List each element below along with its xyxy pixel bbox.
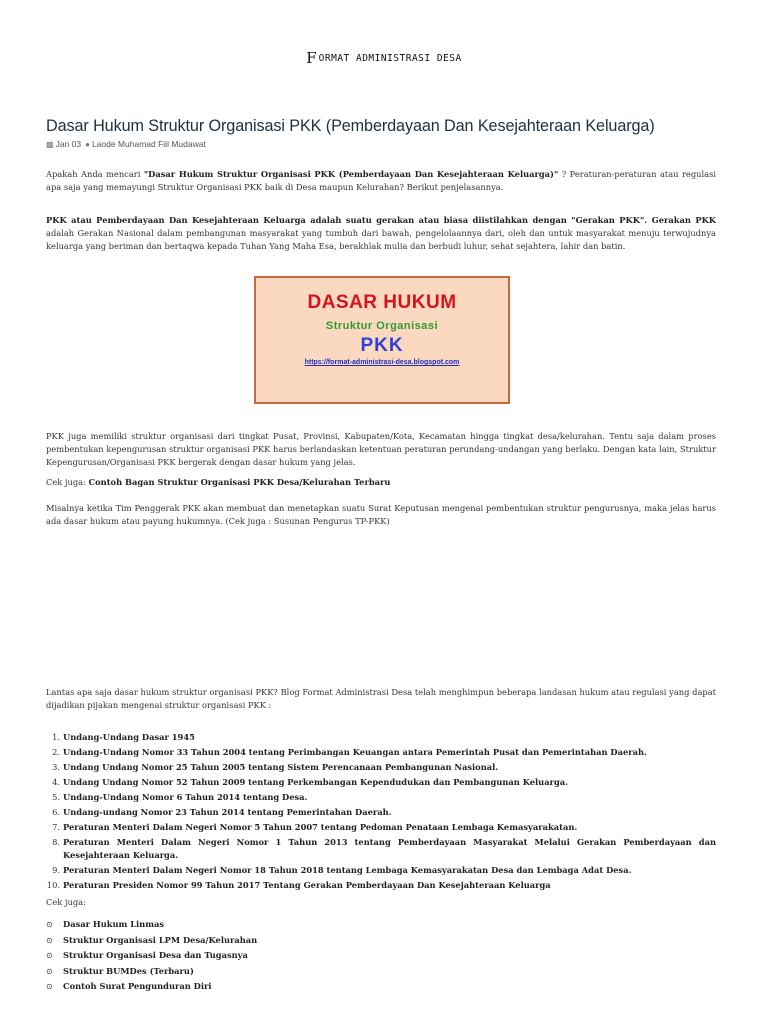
article-banner-image <box>254 276 510 404</box>
law-text: Undang-Undang Dasar 1945 <box>63 732 195 742</box>
see-also-link[interactable]: Struktur Organisasi Desa dan Tugasnya <box>63 950 248 960</box>
banner-subtitle: Struktur Organisasi <box>325 320 439 332</box>
see-also-link[interactable]: Contoh Surat Pengunduran Diri <box>63 981 212 991</box>
post-date: Jan 03 <box>55 139 82 149</box>
definition-paragraph <box>46 214 716 253</box>
banner-title: DASAR HUKUM <box>307 292 457 313</box>
see-also-link[interactable]: Dasar Hukum Linmas <box>63 919 165 929</box>
law-item <box>46 864 716 877</box>
law-item <box>46 776 716 789</box>
law-number: 5. <box>52 792 60 802</box>
law-number: 3. <box>52 762 60 772</box>
law-number: 7. <box>52 822 60 832</box>
law-number: 6. <box>52 807 60 817</box>
site-header <box>0 48 768 68</box>
see-also-item <box>46 980 716 993</box>
banner-url: https://format-administrasi-desa.blogspot.com <box>304 359 460 366</box>
law-text: Peraturan Menteri Dalam Negeri Nomor 18 Tahun 2018 tentang Lembaga Kemasyarakatan Desa dan Lembaga Adat Desa. <box>63 865 632 875</box>
intro-paragraph <box>46 168 716 194</box>
law-number: 9. <box>52 865 60 875</box>
law-item <box>46 806 716 819</box>
circle-bullet-icon: ⊙ <box>46 920 53 929</box>
site-logo-link[interactable] <box>306 51 461 66</box>
intro-prefix: Apakah Anda mencari <box>46 169 144 179</box>
question-paragraph: Lantas apa saja dasar hukum struktur organisasi PKK? Blog Format Administrasi Desa telah menghimpun beberapa landasan hukum atau regulasi yang dapat dijadikan pijakan mengenai struktur organisasi PKK : <box>46 687 716 710</box>
law-text: Undang-Undang Nomor 6 Tahun 2014 tentang Desa. <box>63 792 308 802</box>
law-text: Undang Undang Nomor 52 Tahun 2009 tentang Perkembangan Kependudukan dan Pembangunan Keluarga. <box>63 777 569 787</box>
law-item <box>46 836 716 862</box>
cek-juga-link[interactable]: Contoh Bagan Struktur Organisasi PKK Desa/Kelurahan Terbaru <box>88 477 391 487</box>
intro-bold: "Dasar Hukum Struktur Organisasi PKK (Pemberdayaan Dan Kesejahteraan Keluarga)" <box>143 169 559 179</box>
law-number: 2. <box>52 747 60 757</box>
cek-juga-label: Cek juga: <box>46 477 89 487</box>
circle-bullet-icon: ⊙ <box>46 966 53 976</box>
see-also-link[interactable]: Struktur BUMDes (Terbaru) <box>63 965 194 976</box>
see-also-item <box>46 949 716 962</box>
circle-bullet-icon: ⊙ <box>46 951 53 960</box>
law-item <box>46 821 716 834</box>
see-also-label: Cek juga: <box>46 897 86 907</box>
site-name: ORMAT ADMINISTRASI DESA <box>318 53 462 64</box>
post-author-link[interactable]: Laode Muhamad Fiil Mudawat <box>91 139 206 149</box>
post-title: Dasar Hukum Struktur Organisasi PKK (Pemberdayaan Dan Kesejahteraan Keluarga) <box>46 117 655 135</box>
definition-rest: adalah Gerakan Nasional dalam pembangunan masyarakat yang tumbuh dari bawah, pengelolaannya dari, oleh dan untuk masyarakat menuju terwujudnya keluarga yang beriman dan bertaqwa kepada Tuhan Yang Maha Esa, berakhlak mulia dan berbudi luhur, sehat sejahtera, lahir dan batin. <box>46 228 716 251</box>
calendar-icon: ▩ <box>46 139 54 149</box>
cek-juga-line <box>46 476 716 489</box>
see-also-link[interactable]: Struktur Organisasi LPM Desa/Kelurahan <box>63 934 258 945</box>
law-item <box>46 791 716 804</box>
law-text: Peraturan Menteri Dalam Negeri Nomor 1 Tahun 2013 tentang Pemberdayaan Masyarakat Melalui Gerakan Pemberdayaan dan Kesejahteraan Keluarga. <box>63 837 716 860</box>
law-number: 1. <box>52 732 60 742</box>
law-text: Undang-undang Nomor 23 Tahun 2014 tentang Pemerintahan Daerah. <box>63 807 392 817</box>
law-item <box>46 761 716 774</box>
post-meta <box>46 139 206 149</box>
law-number: 10. <box>46 880 60 890</box>
definition-bold: PKK atau Pemberdayaan Dan Kesejahteraan Keluarga adalah suatu gerakan atau biasa diistilahkan dengan "Gerakan PKK". Gerakan PKK <box>46 215 716 225</box>
law-text: Undang-Undang Nomor 33 Tahun 2004 tentang Perimbangan Keuangan antara Pemerintah Pusat dan Pemerintahan Daerah. <box>63 747 647 757</box>
law-item <box>46 731 716 744</box>
law-number: 4. <box>52 777 60 787</box>
see-also-list <box>46 918 716 996</box>
user-icon: ● <box>85 139 90 149</box>
see-also-item <box>46 918 716 931</box>
banner-pkk: PKK <box>360 335 404 356</box>
law-item <box>46 746 716 759</box>
logo-mark: F <box>306 49 317 67</box>
law-text: Peraturan Menteri Dalam Negeri Nomor 5 Tahun 2007 tentang Pedoman Penataan Lembaga Kemasyarakatan. <box>63 822 578 832</box>
law-item <box>46 879 716 892</box>
law-list <box>46 731 716 894</box>
law-text: Undang Undang Nomor 25 Tahun 2005 tentang Sistem Perencanaan Pembangunan Nasional. <box>63 762 499 772</box>
circle-bullet-icon: ⊙ <box>46 982 53 991</box>
law-number: 8. <box>52 837 60 847</box>
intro-suffix: ? Peraturan-peraturan atau regulasi apa saja yang memayungi Struktur Organisasi PKK baik di Desa maupun Kelurahan? Berikut penjelasannya. <box>46 169 716 192</box>
example-paragraph: Misalnya ketika Tim Penggerak PKK akan membuat dan menetapkan suatu Surat Keputusan mengenai pembentukan struktur pengurusnya, maka jelas harus ada dasar hukum atau payung hukumnya. (Cek juga : Susunan Pengurus TP-PKK) <box>46 503 716 526</box>
see-also-item <box>46 934 716 947</box>
structure-paragraph: PKK juga memiliki struktur organisasi dari tingkat Pusat, Provinsi, Kabupaten/Kota, Kecamatan hingga tingkat desa/kelurahan. Tentu saja dalam proses pembentukan kepengurusan struktur organisasi PKK harus berlandaskan ketentuan peraturan perundang-undangan yang berlaku. Dengan kata lain, Struktur Kepengurusan/Organisasi PKK bergerak dengan dasar hukum yang jelas. <box>46 431 716 467</box>
circle-bullet-icon: ⊙ <box>46 935 53 945</box>
see-also-item <box>46 965 716 978</box>
law-text: Peraturan Presiden Nomor 99 Tahun 2017 Tentang Gerakan Pemberdayaan Dan Kesejahteraan Keluarga <box>63 880 551 890</box>
